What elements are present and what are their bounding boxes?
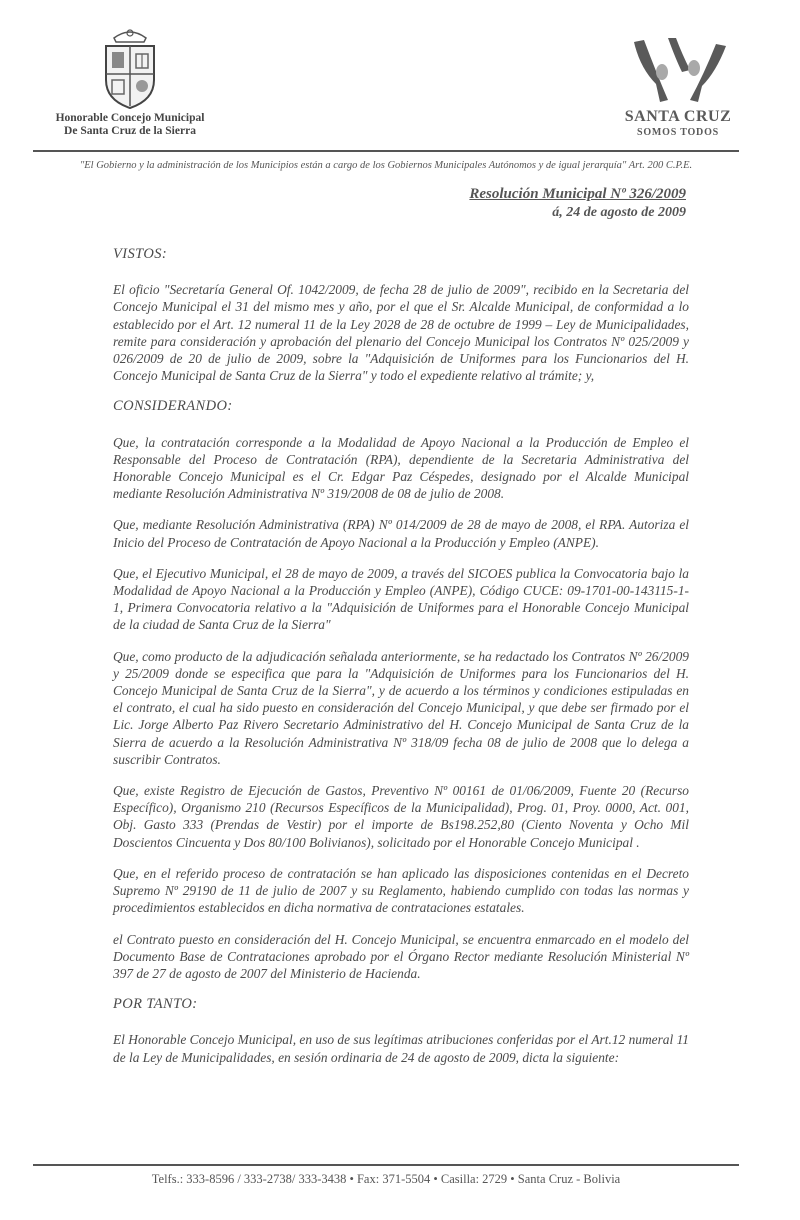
vistos-paragraph: El oficio "Secretaría General Of. 1042/2009, de fecha 28 de julio de 2009", recibido en la Secretaria del Concejo Municipal el 31 del mismo mes y año, por el que el Sr. Alcalde Municipal, de conformidad a lo establecido por el Art. 12 numeral 11 de la Ley 2028 de 28 de octubre de 1999 – Ley de Municipalidades, remite para consideración y aprobación del plenario del Concejo Municipal los Contratos Nº 025/2009 y 026/2009 de 20 de julio de 2009, sobre la "Adquisición de Uniformes para los Funcionarios del H. Concejo Municipal de Santa Cruz de la Sierra" y todo el expediente relativo al trámite; y, <box>113 282 689 384</box>
resolution-block <box>469 186 686 221</box>
resolution-body <box>113 246 689 1066</box>
footer-contact: Telfs.: 333-8596 / 333-2738/ 333-3438 • Fax: 371-5504 • Casilla: 2729 • Santa Cruz - Bolivia <box>151 1172 621 1186</box>
footer-divider <box>33 1164 739 1166</box>
resolution-date: á, 24 de agosto de 2009 <box>552 205 686 220</box>
logo-slogan: SOMOS TODOS <box>636 127 720 138</box>
coat-of-arms-icon <box>100 24 160 110</box>
vistos-heading: VISTOS: <box>113 246 168 262</box>
resolution-number: Resolución Municipal Nº 326/2009 <box>469 186 686 202</box>
considerando-paragraph: Que, como producto de la adjudicación señalada anteriormente, se ha redactado los Contratos Nº 26/2009 y 25/2009 donde se especifica que para la "Adquisición de Uniformes para los Funcionarios del H. Concejo Municipal de Santa Cruz de la Sierra", y de acuerdo a los términos y condiciones estipuladas en el contrato, el cual ha sido puesto en consideración del Concejo Municipal, y que debe ser firmado por el Lic. Jorge Alberto Paz Rivero Secretario Administrativo del H. Concejo Municipal de Santa Cruz de la Sierra de acuerdo a la Resolución Administrativa Nº 318/09 fecha 08 de julio de 2008 que lo delega a suscribir Contratos. <box>113 648 689 767</box>
council-name-line2: De Santa Cruz de la Sierra <box>64 125 196 137</box>
considerando-heading: CONSIDERANDO: <box>113 398 233 415</box>
council-name <box>30 112 230 138</box>
considerando-paragraph: Que, la contratación corresponde a la Modalidad de Apoyo Nacional a la Producción de Empleo el Responsable del Proceso de Contratación (RPA), dependiente de la Secretaria Administrativa del Honorable Concejo Municipal es el Cr. Edgar Paz Céspedes, designado por el Alcalde Municipal mediante Resolución Administrativa Nº 319/2008 de 08 de julio de 2008. <box>113 434 689 502</box>
por-tanto-heading: POR TANTO: <box>113 996 198 1013</box>
considerando-paragraph: el Contrato puesto en consideración del H. Concejo Municipal, se encuentra enmarcado en el modelo del Documento Base de Contrataciones aprobado por el Órgano Rector mediante Resolución Ministerial Nº 397 de 27 de agosto de 2007 del Ministerio de Hacienda. <box>113 931 689 981</box>
council-name-line1: Honorable Concejo Municipal <box>55 112 205 124</box>
header-divider <box>33 150 739 152</box>
considerando-paragraph: Que, en el referido proceso de contratación se han aplicado las disposiciones contenidas en el Decreto Supremo Nº 29190 de 11 de julio de 2007 y su Reglamento, habiendo cumplido con todas las normas y procedimientos establecidos en dicha normativa de contrataciones estatales. <box>113 865 689 916</box>
constitution-motto: "El Gobierno y la administración de los Municipios están a cargo de los Gobiernos Municipales Autónomos y de igual jerarquía" Art. 200 C.P.E. <box>79 160 693 171</box>
considerando-paragraph: Que, mediante Resolución Administrativa (RPA) Nº 014/2009 de 28 de mayo de 2008, el RPA. Autoriza el Inicio del Proceso de Contratación de Apoyo Nacional a la Producción y Empleo (ANPE). <box>113 517 689 550</box>
considerando-paragraph: Que, existe Registro de Ejecución de Gastos, Preventivo Nº 00161 de 01/06/2009, Fuente 20 (Recurso Específico), Organismo 210 (Recursos Específicos de la Municipalidad), Prog. 01, Proy. 0000, Act. 001, Obj. Gasto 333 (Prendas de Vestir) por el importe de Bs198.252,80 (Ciento Noventa y Ocho Mil Doscientos Cincuenta y Dos 80/100 Bolivianos), solicitado por el Honorable Concejo Municipal . <box>113 783 689 850</box>
por-tanto-paragraph: El Honorable Concejo Municipal, en uso de sus legítimas atribuciones conferidas por el Art.12 numeral 11 de la Ley de Municipalidades, en sesión ordinaria de 24 de agosto de 2009, dicta la siguiente: <box>113 1032 689 1065</box>
logo-name: SANTA CRUZ <box>624 108 732 125</box>
considerando-paragraph: Que, el Ejecutivo Municipal, el 28 de mayo de 2009, a través del SICOES publica la Convocatoria bajo la Modalidad de Apoyo Nacional a la Producción y Empleo (ANPE), Código CUCE: 09-1701-00-143115-1-1, Primera Convocatoria relativo a la "Adquisición de Uniformes para el Honorable Concejo Municipal de la ciudad de Santa Cruz de la Sierra" <box>113 565 689 633</box>
